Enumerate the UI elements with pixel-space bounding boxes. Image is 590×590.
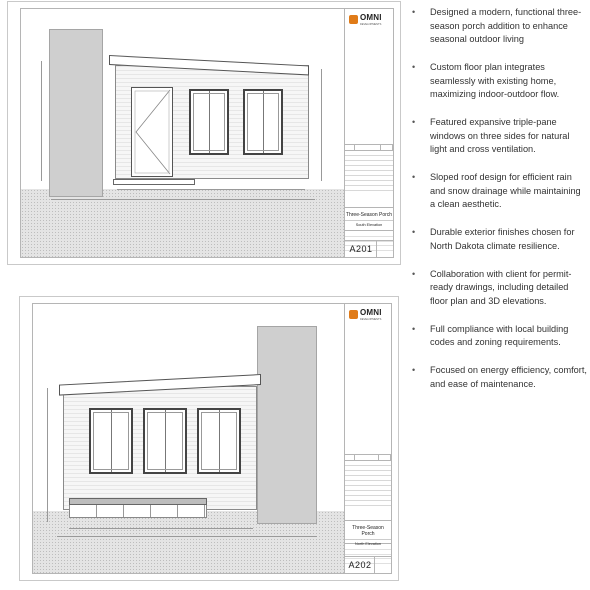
bullet-text: Sloped roof design for efficient rain and snow drainage while maintaining a clean aesthetic.: [430, 172, 581, 209]
revision-table: [345, 144, 393, 200]
door-swing-lines: [132, 88, 172, 176]
logo-mark-icon: [349, 310, 358, 319]
elevation-drawing: [32, 303, 350, 574]
company-logo: [349, 13, 391, 31]
list-item: [412, 61, 588, 102]
chimney: [49, 29, 103, 197]
bullet-text: Durable exterior finishes chosen for North Dakota climate resilience.: [430, 227, 575, 251]
bullet-icon: •: [412, 62, 416, 72]
plinth-base: [69, 504, 207, 518]
dimension-line-horizontal: [69, 528, 253, 529]
bullet-icon: •: [412, 7, 416, 17]
porch-door: [131, 87, 173, 177]
list-item: [412, 226, 588, 253]
sheet-number-box: [345, 240, 393, 257]
bullet-text: Custom floor plan integrates seamlessly with existing home, maximizing indoor-outdoor flow.: [430, 62, 560, 99]
logo-subtext: DEVELOPMENTS: [360, 23, 382, 26]
dimension-line-vertical: [321, 69, 322, 181]
drawing-sheet-south: [7, 1, 401, 265]
bullet-icon: •: [412, 268, 416, 279]
project-highlights-list: [412, 6, 588, 406]
bullet-text: Featured expansive triple-pane windows on three sides for natural light and cross ventilation.: [430, 117, 570, 154]
project-title: Three-Season Porch: [352, 525, 384, 537]
list-item: [412, 171, 588, 212]
project-title-box: [345, 520, 391, 544]
elevation-drawing: [20, 8, 350, 258]
window-left: [189, 89, 229, 155]
step-slab: [113, 179, 195, 185]
logo-mark-icon: [349, 15, 358, 24]
chimney: [257, 326, 317, 524]
logo-wordmark: OMNI: [360, 308, 382, 317]
drawing-sheet-north: [19, 296, 399, 581]
view-title: South Elevation: [345, 220, 393, 227]
list-item: [412, 6, 588, 47]
scale-box: [374, 557, 391, 573]
window-right: [243, 89, 283, 155]
project-title: Three-Season Porch: [345, 212, 393, 218]
logo-subtext: DEVELOPMENTS: [360, 318, 382, 321]
scale-box: [376, 241, 393, 257]
bullet-icon: •: [412, 227, 416, 237]
dimension-line-horizontal: [117, 189, 305, 190]
company-logo: [349, 308, 389, 326]
title-block: [344, 8, 394, 258]
logo-wordmark: OMNI: [360, 13, 382, 22]
revision-table: [345, 454, 391, 515]
sheet-number: A201: [349, 244, 373, 254]
project-title-box: [345, 207, 393, 231]
list-item: [412, 364, 588, 391]
bullet-text: Full compliance with local building codes and zoning requirements.: [430, 323, 569, 347]
list-item: [412, 323, 588, 350]
title-block: [344, 303, 392, 574]
dimension-line-vertical: [41, 61, 42, 181]
bullet-icon: •: [412, 117, 416, 127]
window-center: [143, 408, 187, 474]
dimension-line-horizontal: [57, 536, 317, 537]
deck-slab: [69, 498, 207, 505]
bullet-text: Focused on energy efficiency, comfort, and ease of maintenance.: [430, 365, 587, 389]
bullet-text: Collaboration with client for permit-ready drawings, including detailed floor plan and 3D elevations.: [430, 268, 572, 306]
window-right: [197, 408, 241, 474]
bullet-text: Designed a modern, functional three-season porch addition to enhance seasonal outdoor living: [430, 7, 582, 44]
list-item: [412, 268, 588, 309]
bullet-icon: •: [412, 172, 416, 182]
sheet-number-box: [345, 556, 391, 573]
window-left: [89, 408, 133, 474]
sheet-number: A202: [348, 560, 372, 570]
view-title: North Elevation: [345, 539, 391, 546]
list-item: [412, 116, 588, 157]
dimension-line-horizontal: [51, 199, 315, 200]
bullet-icon: •: [412, 365, 416, 375]
bullet-icon: •: [412, 323, 416, 334]
dimension-line-vertical: [47, 388, 48, 522]
